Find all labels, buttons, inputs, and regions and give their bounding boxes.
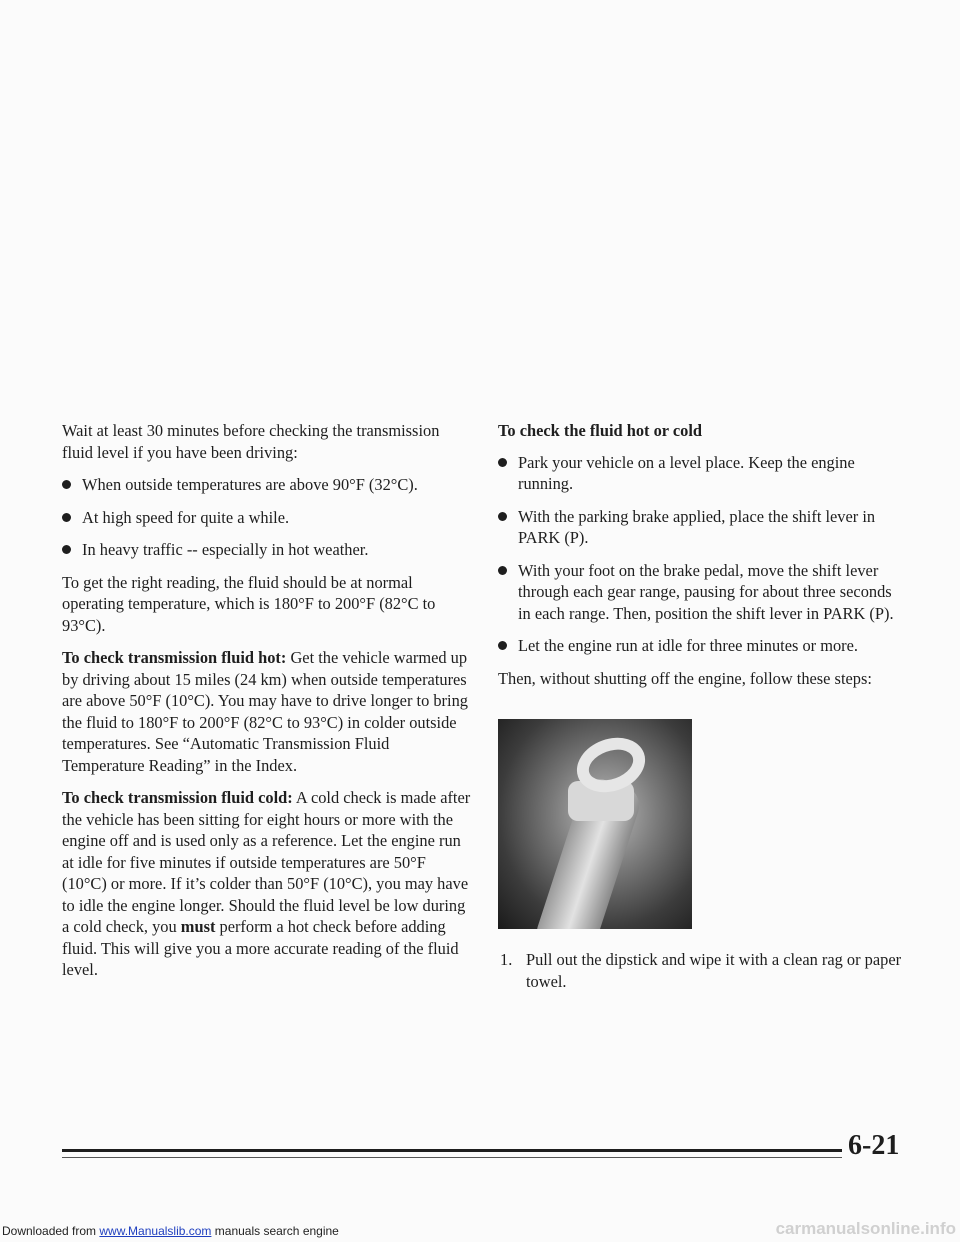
right-column: [498, 420, 908, 1003]
bullet-item: At high speed for quite a while.: [62, 507, 472, 529]
watermark: carmanualsonline.info: [775, 1219, 956, 1238]
then-paragraph: Then, without shutting off the engine, follow these steps:: [498, 668, 872, 688]
intro-paragraph: Wait at least 30 minutes before checking the transmission fluid level if you have been driving:: [62, 421, 440, 462]
hot-check-text: Get the vehicle warmed up by driving about 15 miles (24 km) when outside temperatures are above 50°F (10°C). You may have to drive longer to bring the fluid to 180°F to 200°F (82°C to 93°C) in colder outside temperatures. See “Automatic Transmission Fluid Temperature Reading” in the Index.: [62, 648, 468, 775]
reading-paragraph: To get the right reading, the fluid should be at normal operating temperature, which is 180°F to 200°F (82°C to 93°C).: [62, 572, 436, 635]
footer-rule: [62, 1149, 842, 1152]
cold-check-paragraph: [62, 787, 472, 981]
download-footer: [2, 1224, 339, 1238]
bullet-item: In heavy traffic -- especially in hot weather.: [62, 539, 472, 561]
bullet-item: Park your vehicle on a level place. Keep the engine running.: [498, 452, 908, 495]
bullet-item: Let the engine run at idle for three minutes or more.: [498, 635, 908, 657]
bullet-item: With the parking brake applied, place the shift lever in PARK (P).: [498, 506, 908, 549]
hot-check-paragraph: [62, 647, 472, 776]
manualslib-link[interactable]: www.Manualslib.com: [99, 1224, 212, 1238]
step-1: [498, 949, 908, 992]
footer-prefix: Downloaded from: [2, 1224, 100, 1238]
left-column: [62, 420, 472, 992]
cold-check-text-2: perform a hot check before adding fluid. This will give you a more accurate reading of the fluid level.: [62, 917, 459, 979]
cold-check-label: To check transmission fluid cold:: [62, 788, 293, 807]
footer-suffix: manuals search engine: [211, 1224, 339, 1238]
bullet-item: With your foot on the brake pedal, move the shift lever through each gear range, pausing for about three seconds in each range. Then, position the shift lever in PARK (P).: [498, 560, 908, 625]
step-text: Pull out the dipstick and wipe it with a clean rag or paper towel.: [526, 950, 902, 991]
page-number: 6-21: [848, 1130, 900, 1161]
hot-check-label: To check transmission fluid hot:: [62, 648, 287, 667]
dipstick-photo: [498, 719, 692, 929]
step-number: 1.: [500, 950, 513, 969]
cold-check-must: must: [180, 917, 216, 936]
footer-rule-thin: [62, 1157, 842, 1158]
bullet-item: When outside temperatures are above 90°F (32°C).: [62, 474, 472, 496]
cold-check-text-1: A cold check is made after the vehicle has been sitting for eight hours or more with the engine off and is used only as a reference. Let the engine run at idle for five minutes if outside temperatures are 50°F (10°C) or more. If it’s colder than 50°F (10°C), you may have to idle the engine longer. Should the fluid level be low during a cold check, you: [62, 788, 471, 936]
section-heading: To check the fluid hot or cold: [498, 421, 702, 440]
